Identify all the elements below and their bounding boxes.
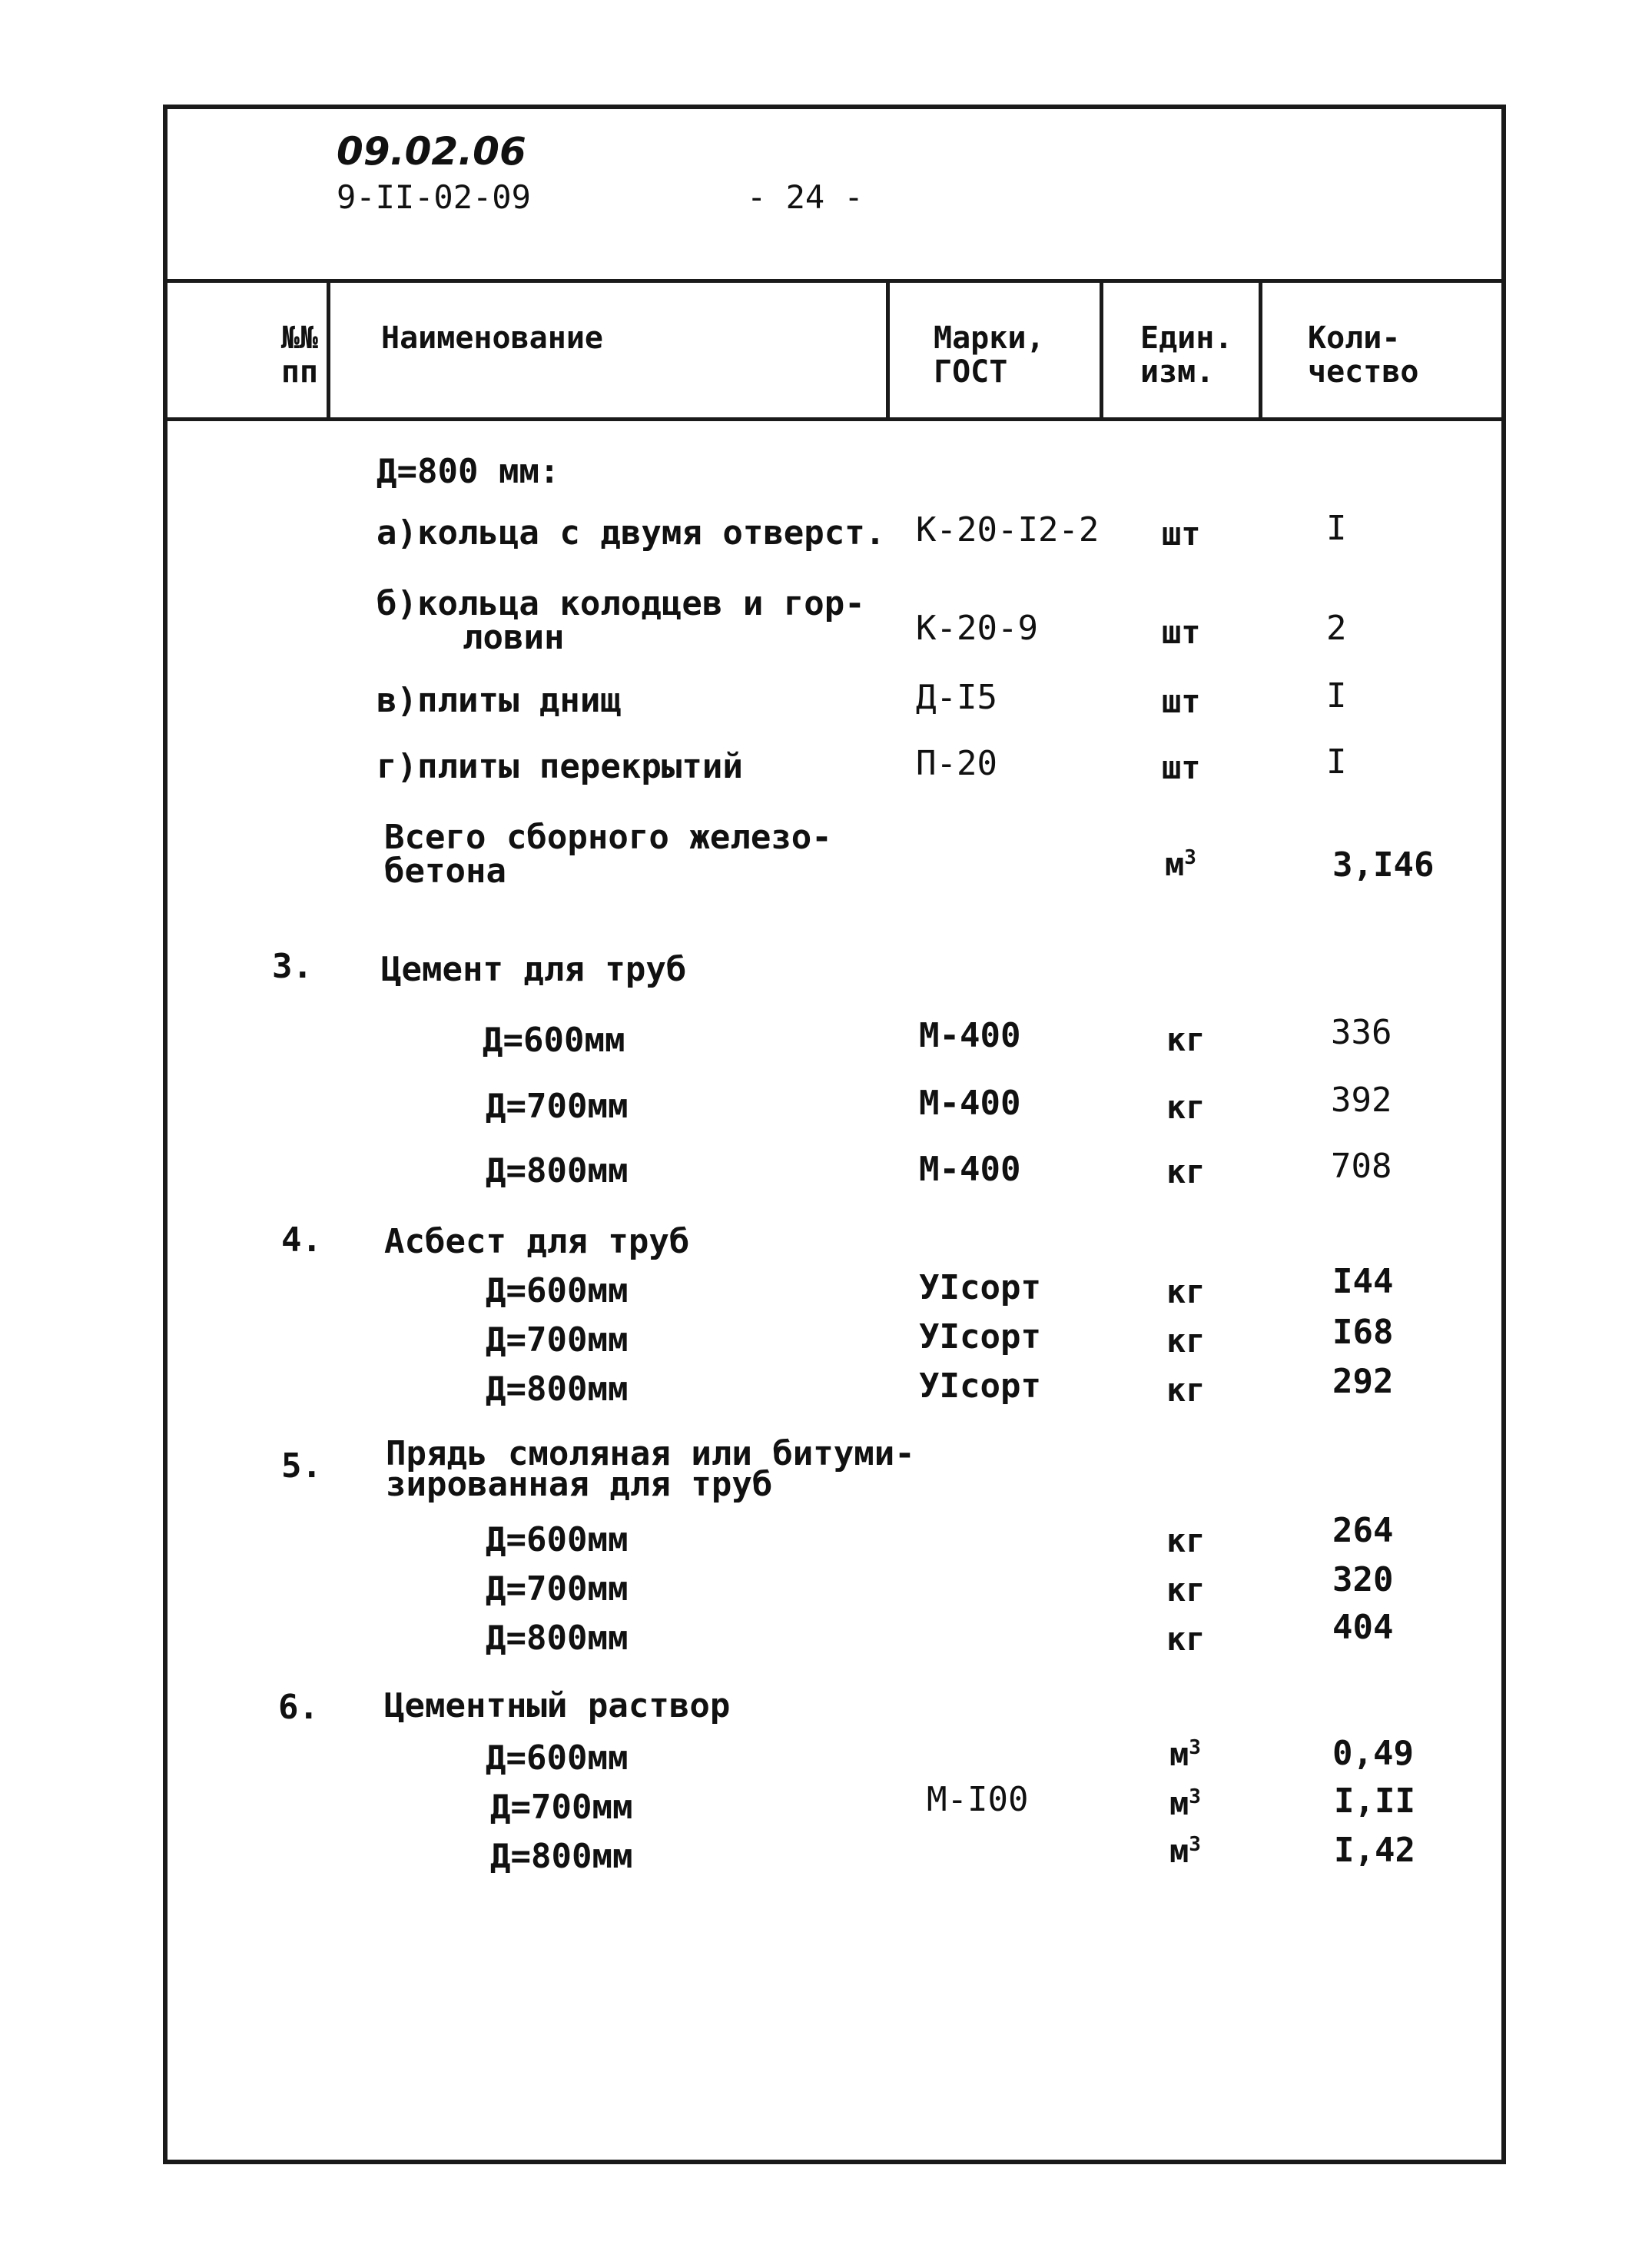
row-unit: $м^3$ xyxy=(1169,1735,1201,1773)
row-qty: 404 xyxy=(1332,1608,1394,1647)
row-qty: I xyxy=(1326,676,1347,716)
row-name: б)кольца колодцев и гор- ловин xyxy=(377,584,865,657)
row-unit: кг xyxy=(1166,1153,1206,1190)
row-unit: кг xyxy=(1166,1021,1206,1058)
header-mark: Марки, ГОСТ xyxy=(934,320,1045,390)
header-name: Наименование xyxy=(381,320,603,356)
row-name: Д=800мм xyxy=(486,1151,629,1190)
row-num: 6. xyxy=(278,1688,319,1727)
page-frame xyxy=(163,105,1506,2164)
table-header-divider xyxy=(163,417,1506,421)
row-name: г)плиты перекрытий xyxy=(377,747,743,786)
row-qty: 2 xyxy=(1326,609,1347,648)
row-unit: шт xyxy=(1162,613,1201,651)
row-qty: I xyxy=(1326,509,1347,548)
col-divider-num xyxy=(327,281,330,420)
row-name: в)плиты днищ xyxy=(377,681,621,720)
header-unit: Един. изм. xyxy=(1140,320,1233,390)
row-name: Д=700мм xyxy=(486,1569,629,1609)
row-unit: кг xyxy=(1166,1273,1206,1310)
row-qty: I44 xyxy=(1332,1262,1394,1301)
row-unit: $м^3$ xyxy=(1165,845,1196,883)
row-qty: I68 xyxy=(1332,1313,1394,1352)
row-mark: К-20-9 xyxy=(916,609,1038,648)
row-unit: кг xyxy=(1166,1322,1206,1360)
row-qty: 0,49 xyxy=(1332,1734,1414,1773)
row-name: Д=600мм xyxy=(486,1271,629,1310)
row-name: а)кольца с двумя отверст. xyxy=(377,513,886,553)
row-mark: УIсорт xyxy=(919,1317,1041,1356)
row-name: Д=600мм xyxy=(483,1021,625,1060)
col-divider-mark xyxy=(1100,281,1103,420)
row-name: Цемент для труб xyxy=(381,950,687,989)
row-num: 4. xyxy=(281,1220,322,1260)
header-num: №№ пп xyxy=(280,320,318,390)
row-qty: 292 xyxy=(1332,1362,1394,1401)
row-mark: М-400 xyxy=(919,1084,1021,1123)
row-unit: кг xyxy=(1166,1371,1206,1409)
row-unit: шт xyxy=(1162,749,1201,786)
row-name: Д=800мм xyxy=(486,1370,629,1409)
page-number: - 24 - xyxy=(747,178,864,216)
row-mark: П-20 xyxy=(916,744,997,783)
row-name: Асбест для труб xyxy=(384,1222,690,1261)
row-name: Д=600мм xyxy=(486,1520,629,1559)
row-name: Д=700мм xyxy=(490,1788,633,1827)
row-mark: М-400 xyxy=(919,1150,1021,1189)
row-name: Прядь смоляная или битуми- зированная для труб xyxy=(386,1434,915,1504)
row-unit: кг xyxy=(1166,1522,1206,1559)
header-divider xyxy=(163,279,1506,283)
row-name: Цементный раствор xyxy=(384,1686,731,1725)
row-num: 5. xyxy=(281,1446,322,1486)
header-qty: Коли- чество xyxy=(1308,320,1419,390)
row-unit: шт xyxy=(1162,515,1201,553)
row-qty: 3,I46 xyxy=(1332,845,1435,885)
row-mark: УIсорт xyxy=(919,1268,1041,1307)
row-qty: 336 xyxy=(1331,1013,1392,1052)
row-qty: 320 xyxy=(1332,1560,1394,1599)
row-name: Д=800 мм: xyxy=(377,452,560,491)
handwritten-code: 09.02.06 xyxy=(337,129,526,174)
col-divider-name xyxy=(886,281,890,420)
row-unit: $м^3$ xyxy=(1169,1832,1201,1870)
row-mark: УIсорт xyxy=(919,1366,1041,1406)
row-name: Д=600мм xyxy=(486,1738,629,1778)
document-code: 9-II-02-09 xyxy=(337,178,531,216)
row-mark: Д-I5 xyxy=(916,678,997,717)
row-unit: кг xyxy=(1166,1620,1206,1658)
row-name: Д=800мм xyxy=(490,1837,633,1876)
row-qty: I,42 xyxy=(1334,1831,1415,1870)
row-name: Д=700мм xyxy=(486,1320,629,1360)
col-divider-unit xyxy=(1259,281,1262,420)
row-qty: 708 xyxy=(1331,1147,1392,1186)
row-unit: кг xyxy=(1166,1571,1206,1609)
row-mark: М-400 xyxy=(919,1016,1021,1055)
row-name: Д=800мм xyxy=(486,1619,629,1658)
row-qty: 392 xyxy=(1331,1081,1392,1120)
row-name: Д=700мм xyxy=(486,1087,629,1126)
row-mark: М-I00 xyxy=(927,1780,1029,1819)
row-qty: I,II xyxy=(1334,1781,1415,1821)
row-unit: кг xyxy=(1166,1088,1206,1126)
row-unit: $м^3$ xyxy=(1169,1785,1201,1822)
row-qty: I xyxy=(1326,742,1347,782)
row-unit: шт xyxy=(1162,682,1201,720)
row-qty: 264 xyxy=(1332,1511,1394,1550)
row-num: 3. xyxy=(272,947,313,986)
row-name: Всего сборного железо- бетона xyxy=(384,818,832,891)
row-mark: К-20-I2-2 xyxy=(916,510,1100,550)
